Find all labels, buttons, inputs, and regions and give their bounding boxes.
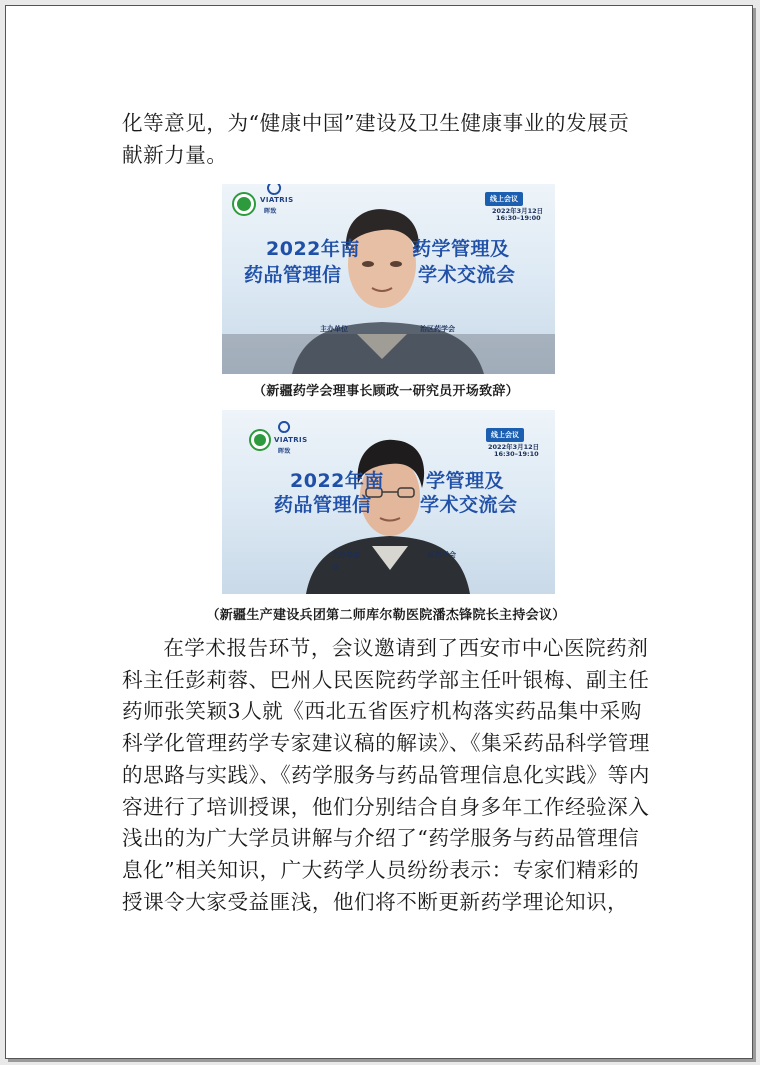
caption-host-meeting: （新疆生产建设兵团第二师库尔勒医院潘杰锋院长主持会议） — [206, 608, 566, 623]
meeting-time: 16:30–19:10 — [494, 450, 539, 458]
banner-title-left-1: 2022年南 — [290, 470, 384, 492]
host-label-right: 治区药学会 — [420, 325, 455, 333]
banner-title-left-1: 2022年南 — [266, 238, 360, 260]
banner-title-right-1: 学管理及 — [426, 470, 505, 492]
online-meeting-badge: 线上会议 — [486, 428, 524, 442]
caption-opening-speech: （新疆药学会理事长顾政一研究员开场致辞） — [252, 384, 519, 399]
banner-title-right-2: 学术交流会 — [418, 264, 516, 286]
banner-title-right-1: 药学管理及 — [412, 238, 510, 260]
paragraph-intro-end: 化等意见，为“健康中国”建设及卫生健康事业的发展贡献新力量。 — [122, 111, 630, 167]
photo-opening-speech — [222, 184, 555, 374]
meeting-date: 2022年3月12日 — [488, 443, 540, 451]
viatris-brand-sub: 晖致 — [278, 448, 291, 455]
viatris-logo-icon — [279, 422, 289, 432]
banner-title-right-2: 学术交流会 — [420, 494, 518, 516]
online-meeting-badge: 线上会议 — [485, 192, 523, 206]
viatris-logo-icon — [268, 184, 280, 194]
photo-host-meeting — [222, 410, 555, 594]
host-label-left-2: 公 — [332, 563, 339, 571]
host-label-right: 区药学会 — [428, 551, 456, 559]
viatris-brand: VIATRIS — [260, 196, 294, 204]
viatris-brand-sub: 晖致 — [264, 208, 277, 215]
host-label-left: 主办单位 — [332, 551, 360, 559]
banner-title-left-2: 药品管理信 — [274, 494, 372, 516]
document-page — [5, 5, 753, 1059]
meeting-time: 16:30–19:00 — [496, 214, 541, 222]
host-label-left: 主办单位 — [320, 325, 348, 333]
meeting-date: 2022年3月12日 — [492, 207, 544, 215]
banner-title-left-2: 药品管理信 — [244, 264, 342, 286]
paragraph-academic-report: 在学术报告环节，会议邀请到了西安市中心医院药剂科主任彭莉蓉、巴州人民医院药学部主任叶银梅、副主任药师张笑颖3人就《西北五省医疗机构落实药品集中采购科学化管理药学专家建议稿的解读》、《集采药品科学管理的思路与实践》、《药学服务与药品管理信息化实践》等内容进行了培训授课，他们分别结合自身多年工作经验深入浅出的为广大学员讲解与介绍了“药学服务与药品管理信息化”相关知识，广大药学人员纷纷表示：专家们精彩的授课令大家受益匪浅，他们将不断更新药学理论知识， — [122, 636, 650, 914]
viatris-brand: VIATRIS — [274, 436, 308, 444]
